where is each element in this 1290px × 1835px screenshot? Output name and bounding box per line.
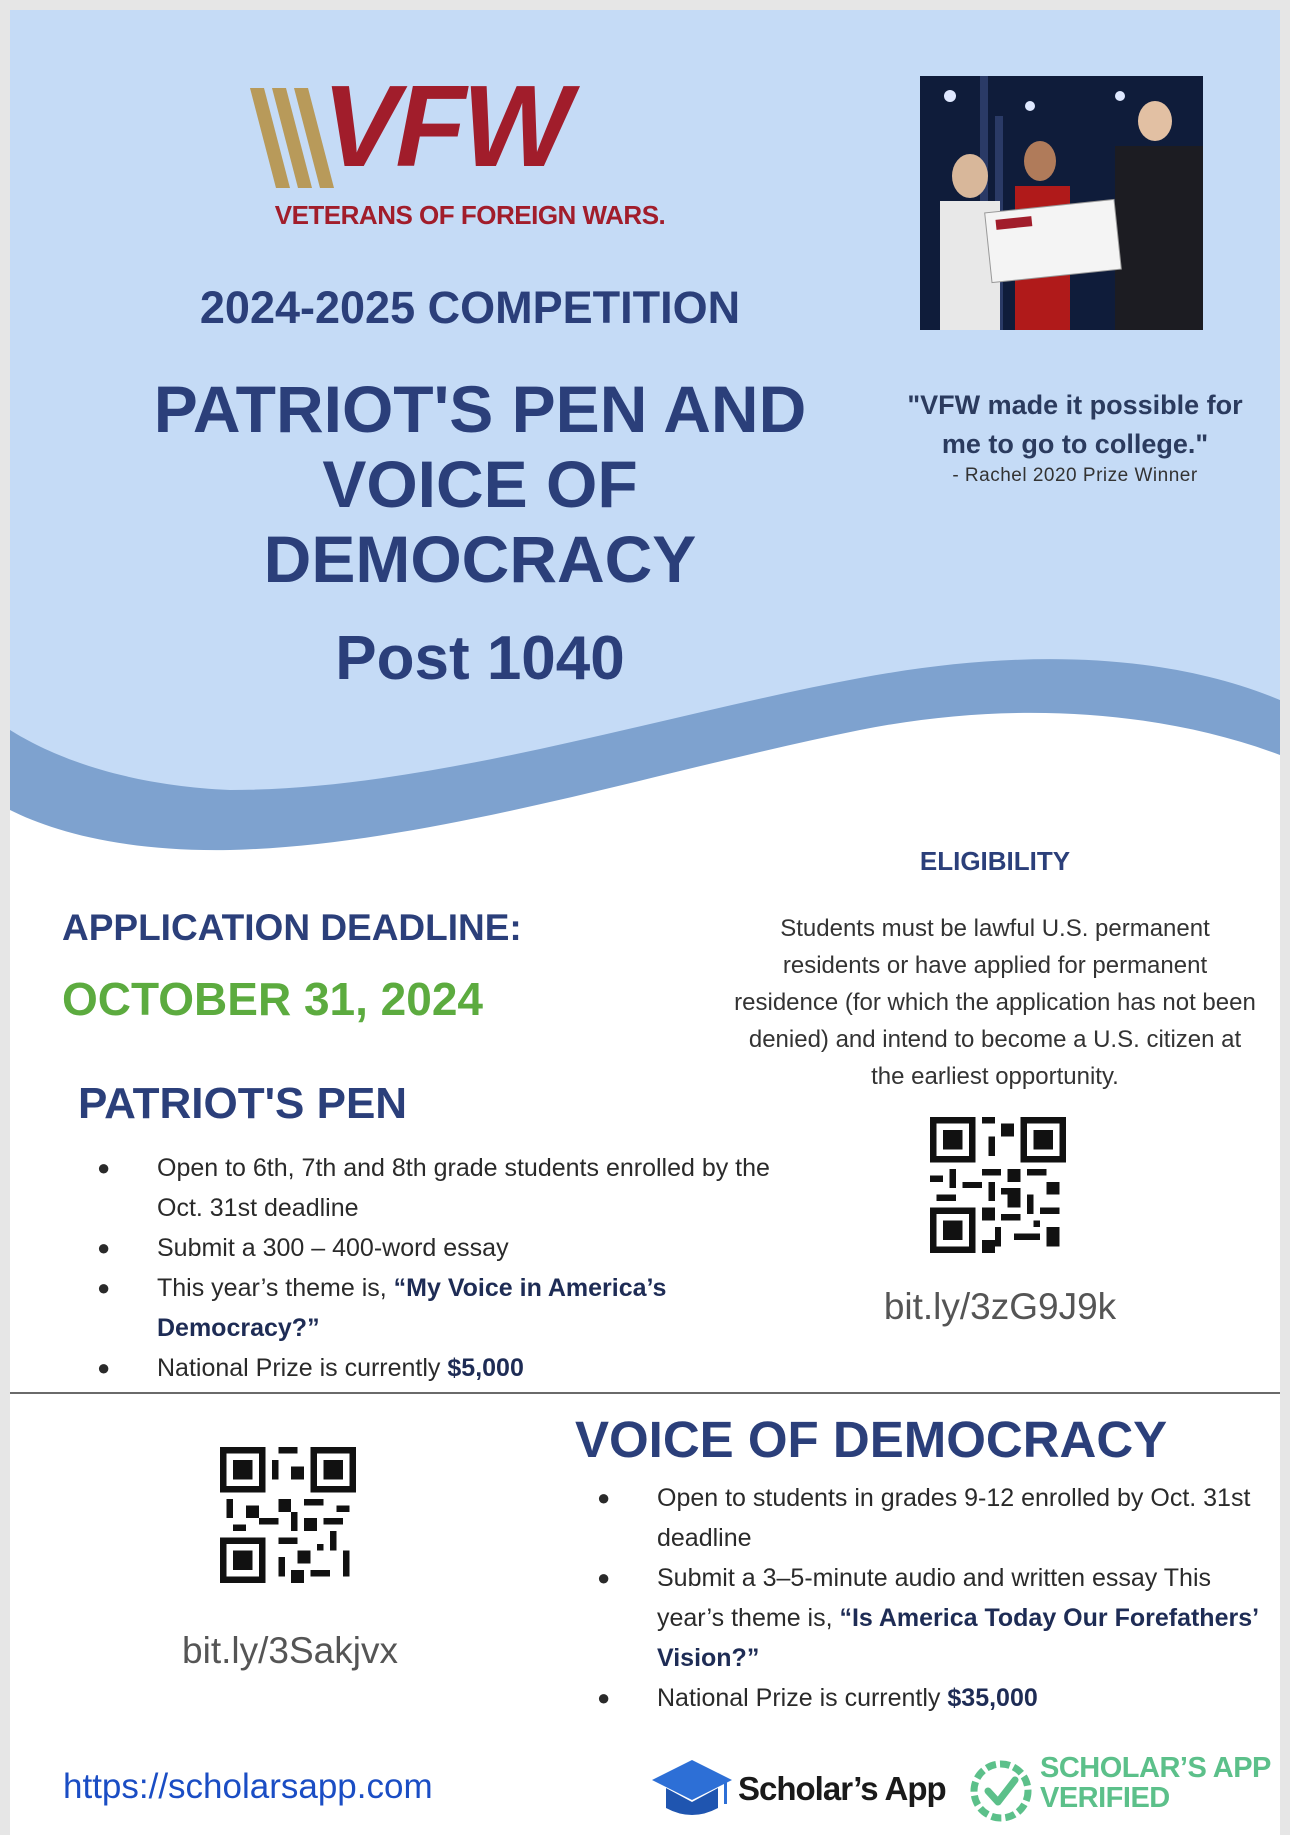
deadline-date: OCTOBER 31, 2024 bbox=[62, 973, 484, 1025]
page-title: PATRIOT'S PEN AND VOICE OF DEMOCRACY bbox=[153, 372, 807, 596]
vfw-logo bbox=[250, 61, 690, 238]
voice-of-democracy-qr-code[interactable] bbox=[220, 1447, 356, 1583]
website-link[interactable]: https://scholarsapp.com bbox=[63, 1767, 433, 1806]
graduation-cap-icon bbox=[650, 1756, 734, 1826]
logo-subtitle: VETERANS OF FOREIGN WARS. bbox=[274, 200, 666, 230]
testimonial-attribution: - Rachel 2020 Prize Winner bbox=[952, 465, 1198, 486]
list-item: ● Submit a 3–5-minute audio and written essay This year’s theme is, “Is America Today Our Forefathers’ Vision?” bbox=[597, 1564, 1258, 1672]
patriots-pen-theme: “My Voice in America’s Democracy?” bbox=[157, 1274, 667, 1342]
patriots-pen-list bbox=[97, 1148, 777, 1388]
patriots-pen-qr-code[interactable] bbox=[930, 1117, 1066, 1253]
voice-of-democracy-list bbox=[597, 1478, 1277, 1718]
list-item: ● National Prize is currently $35,000 bbox=[597, 1684, 1038, 1712]
competition-year: 2024-2025 COMPETITION bbox=[199, 282, 741, 333]
logo-wordmark: VFW bbox=[322, 61, 568, 191]
eligibility-text: Students must be lawful U.S. permanent residents or have applied for permanent residence (for which the application has not been denied) and intend to become a U.S. citizen at the earliest opportunity. bbox=[734, 915, 1256, 1090]
patriots-pen-link[interactable]: bit.ly/3zG9J9k bbox=[883, 1286, 1117, 1327]
post-number: Post 1040 bbox=[335, 624, 625, 693]
award-photo bbox=[920, 76, 1203, 330]
deadline-label: APPLICATION DEADLINE: bbox=[62, 907, 522, 948]
eligibility-heading: ELIGIBILITY bbox=[919, 846, 1071, 876]
list-item: ● This year’s theme is, “My Voice in America’s Democracy?” bbox=[97, 1274, 667, 1342]
verified-text: SCHOLAR’S APP VERIFIED bbox=[1040, 1752, 1271, 1814]
verified-badge bbox=[968, 1750, 1278, 1830]
list-item: ● Open to 6th, 7th and 8th grade students enrolled by the Oct. 31st deadline bbox=[97, 1154, 770, 1222]
voice-of-democracy-heading: VOICE OF DEMOCRACY bbox=[575, 1411, 1168, 1468]
patriots-pen-prize: $5,000 bbox=[447, 1354, 524, 1382]
voice-of-democracy-theme: “Is America Today Our Forefathers’ Vision?” bbox=[657, 1604, 1258, 1672]
scholars-app-logo bbox=[650, 1750, 950, 1830]
section-divider bbox=[10, 1392, 1280, 1394]
voice-of-democracy-link[interactable]: bit.ly/3Sakjvx bbox=[182, 1630, 398, 1671]
patriots-pen-heading: PATRIOT'S PEN bbox=[78, 1079, 408, 1128]
scholars-app-name: Scholar’s App bbox=[738, 1770, 946, 1807]
list-item: ● Submit a 300 – 400-word essay bbox=[97, 1234, 509, 1262]
testimonial-quote: "VFW made it possible for me to go to college." bbox=[907, 390, 1243, 459]
voice-of-democracy-prize: $35,000 bbox=[947, 1684, 1038, 1712]
flyer-page bbox=[10, 10, 1280, 1835]
list-item: ● National Prize is currently $5,000 bbox=[97, 1354, 524, 1382]
list-item: ● Open to students in grades 9-12 enrolled by Oct. 31st deadline bbox=[597, 1484, 1251, 1552]
verified-check-icon bbox=[968, 1758, 1034, 1824]
